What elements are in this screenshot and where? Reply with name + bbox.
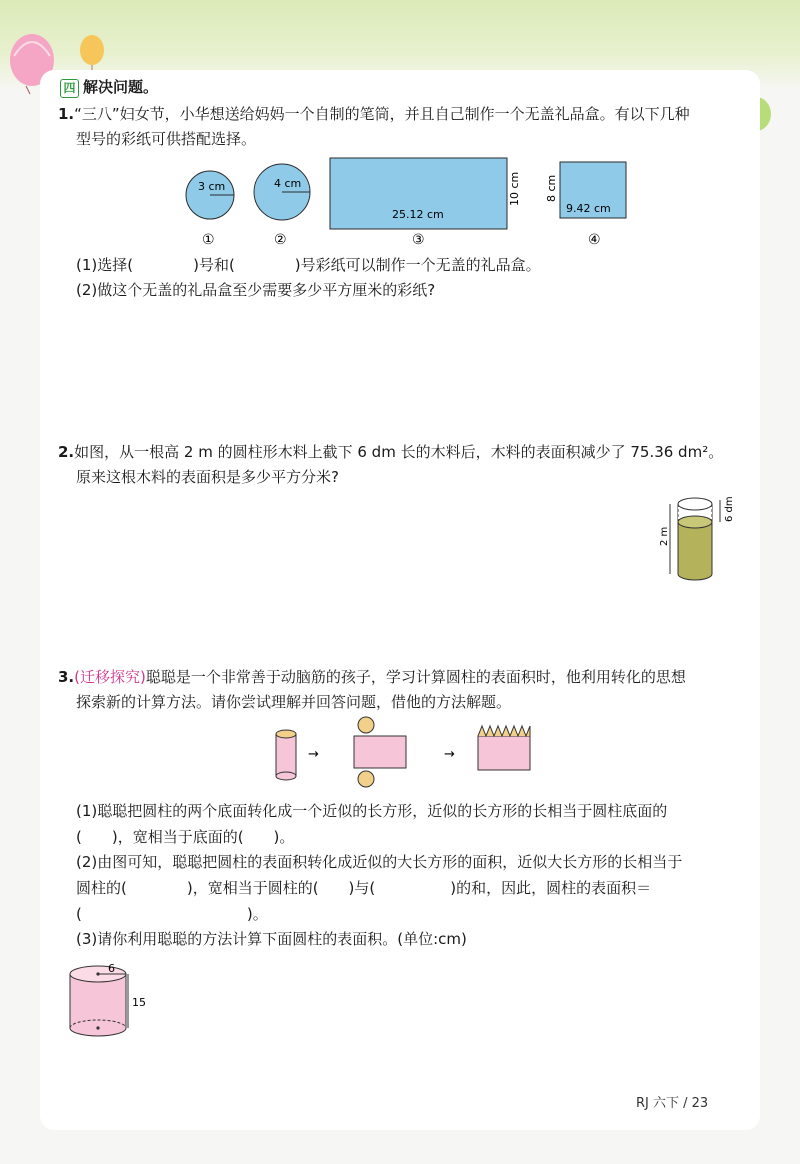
q1-line2: 型号的彩纸可供搭配选择。 — [76, 130, 257, 148]
q3-s2b: 圆柱的( )，宽相当于圆柱的( )与( )的和，因此，圆柱的表面积＝ — [76, 879, 652, 897]
q1-line1 — [58, 103, 690, 125]
q3-s1a: (1)聪聪把圆柱的两个底面转化成一个近似的长方形，近似的长方形的长相当于圆柱底面的 — [76, 802, 668, 820]
q3-number: 3. — [58, 668, 75, 686]
arrow-1: → — [308, 747, 319, 762]
q1-sub2: (2)做这个无盖的礼品盒至少需要多少平方厘米的彩纸? — [76, 281, 436, 299]
q2-number: 2. — [58, 443, 75, 461]
q3-s2c: ( )。 — [76, 905, 268, 923]
figure-number-4: ④ — [588, 232, 601, 248]
rect-3-height-label: 10 cm — [508, 171, 521, 206]
circle-2-label: 4 cm — [274, 177, 302, 190]
cylinder-radius-label: 6 — [108, 962, 115, 975]
q3-line1 — [58, 666, 686, 688]
q2-text1: 如图，从一根高 2 m 的圆柱形木料上截下 6 dm 长的木料后，木料的表面积减少了 75.36 dm²。 — [74, 443, 724, 461]
log-top — [678, 498, 712, 510]
q1-paper-figures — [180, 150, 640, 250]
unfolded-rectangle — [354, 736, 406, 768]
sector-strip — [478, 726, 530, 736]
circle-1-label: 3 cm — [198, 180, 226, 193]
q1-sub1: (1)选择( )号和( )号彩纸可以制作一个无盖的礼品盒。 — [76, 256, 541, 274]
page-footer: RJ 六下 / 23 — [636, 1096, 709, 1111]
q2-line1 — [58, 441, 723, 463]
q3-cylinder-figure — [64, 960, 160, 1046]
q3-s2a: (2)由图可知，聪聪把圆柱的表面积转化成近似的大长方形的面积，近似大长方形的长相当于 — [76, 853, 683, 871]
small-cylinder — [276, 734, 296, 776]
section-badge: 四 — [60, 79, 79, 98]
q2-log-figure — [656, 490, 740, 586]
q2-line2: 原来这根木料的表面积是多少平方分米? — [76, 468, 339, 486]
rect-3-width-label: 25.12 cm — [392, 208, 444, 221]
q3-s3: (3)请你利用聪聪的方法计算下面圆柱的表面积。(单位:cm) — [76, 930, 467, 948]
bottom-circle — [358, 771, 374, 787]
log-cut-label: 6 dm — [724, 496, 735, 522]
q3-transform-figure — [268, 716, 540, 788]
q1-number: 1. — [58, 105, 75, 123]
section-title: 解决问题。 — [83, 78, 159, 96]
q3-line2: 探索新的计算方法。请你尝试理解并回答问题，借他的方法解题。 — [76, 693, 512, 711]
rect-4-width-label: 9.42 cm — [566, 202, 611, 215]
big-rectangle — [478, 736, 530, 770]
figure-number-3: ③ — [412, 232, 425, 248]
q3-text1: 聪聪是一个非常善于动脑筋的孩子，学习计算圆柱的表面积时，他利用转化的思想 — [145, 668, 686, 686]
log-cut-line — [678, 516, 712, 528]
cylinder-height-label: 15 — [132, 996, 146, 1009]
figure-number-2: ② — [274, 232, 287, 248]
figure-number-1: ① — [202, 232, 215, 248]
rect-4-height-label: 8 cm — [545, 174, 558, 202]
arrow-2: → — [444, 747, 455, 762]
top-circle — [358, 717, 374, 733]
log-height-label: 2 m — [659, 526, 670, 546]
q3-tag: (迁移探究) — [74, 668, 146, 686]
q1-text1: “三八”妇女节，小华想送给妈妈一个自制的笔筒，并且自己制作一个无盖礼品盒。有以下几种 — [74, 105, 690, 123]
section-header — [60, 76, 158, 98]
q3-s1b: ( )，宽相当于底面的( )。 — [76, 828, 295, 846]
